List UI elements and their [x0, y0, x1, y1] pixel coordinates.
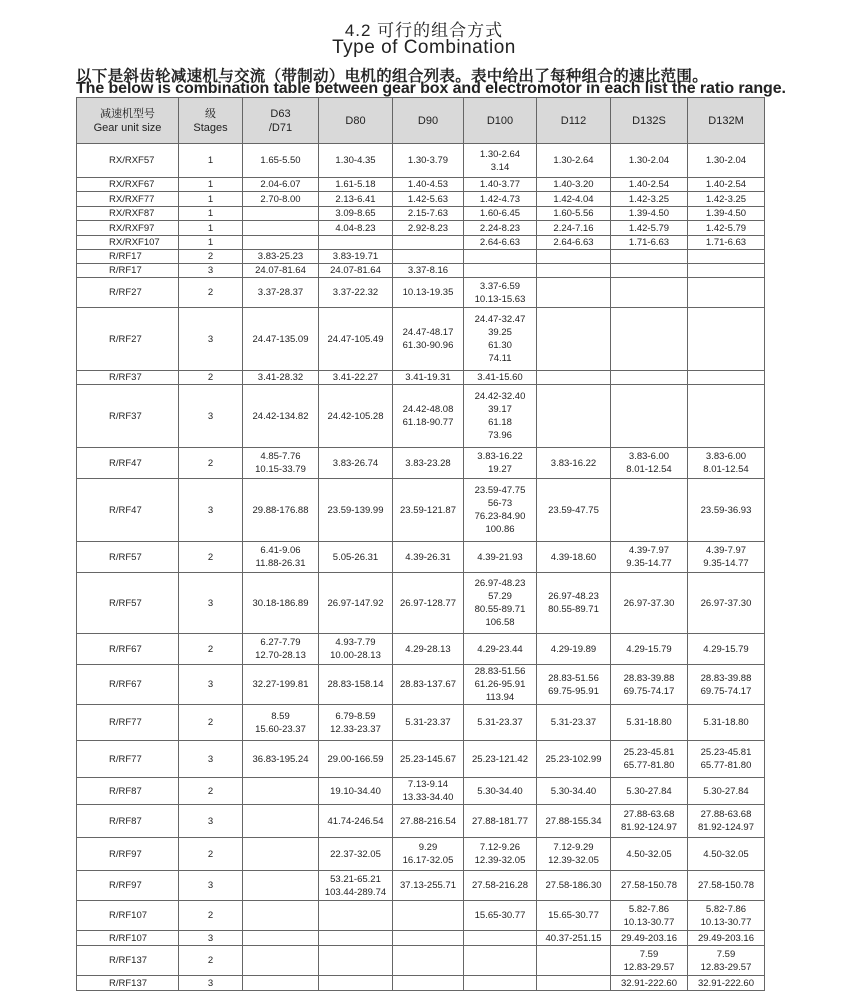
- cell-d63-d71: [243, 931, 319, 946]
- cell-d112: 1.40-3.20: [537, 178, 611, 192]
- cell-stages: 3: [179, 665, 243, 705]
- header-d90: D90: [393, 98, 464, 144]
- cell-d80: 24.07-81.64: [319, 264, 393, 278]
- cell-d112: 5.31-23.37: [537, 705, 611, 741]
- cell-d90: 2.92-8.23: [393, 221, 464, 236]
- table-row: [77, 385, 765, 448]
- cell-d112: [537, 308, 611, 371]
- cell-d90: 4.29-28.13: [393, 634, 464, 665]
- cell-d63-d71: [243, 805, 319, 838]
- cell-d63-d71: 6.27-7.79 12.70-28.13: [243, 634, 319, 665]
- cell-d132m: 4.39-7.97 9.35-14.77: [688, 542, 765, 573]
- cell-d90: [393, 931, 464, 946]
- cell-d90: 1.42-5.63: [393, 192, 464, 207]
- cell-d100: 2.24-8.23: [464, 221, 537, 236]
- cell-gear-unit: R/RF17: [77, 250, 179, 264]
- cell-gear-unit: R/RF137: [77, 946, 179, 976]
- cell-d100: 28.83-51.56 61.26-95.91 113.94: [464, 665, 537, 705]
- cell-gear-unit: R/RF57: [77, 542, 179, 573]
- cell-d90: [393, 236, 464, 250]
- cell-stages: 1: [179, 178, 243, 192]
- page-title-chinese: 4.2 可行的组合方式: [344, 21, 504, 40]
- table-row: [77, 871, 765, 901]
- cell-stages: 2: [179, 705, 243, 741]
- cell-d112: [537, 278, 611, 308]
- cell-d112: 26.97-48.23 80.55-89.71: [537, 573, 611, 634]
- cell-d132m: [688, 308, 765, 371]
- cell-d132m: 7.59 12.83-29.57: [688, 946, 765, 976]
- cell-d100: 15.65-30.77: [464, 901, 537, 931]
- cell-d100: [464, 946, 537, 976]
- cell-d132m: 1.39-4.50: [688, 207, 765, 221]
- cell-d112: 5.30-34.40: [537, 778, 611, 805]
- cell-d132s: [611, 264, 688, 278]
- cell-gear-unit: R/RF37: [77, 371, 179, 385]
- cell-d132m: 27.88-63.68 81.92-124.97: [688, 805, 765, 838]
- table-row: [77, 221, 765, 236]
- cell-d132m: 28.83-39.88 69.75-74.17: [688, 665, 765, 705]
- header-d112: D112: [537, 98, 611, 144]
- cell-d90: 3.37-8.16: [393, 264, 464, 278]
- header-d132m: D132M: [688, 98, 765, 144]
- cell-d80: 3.37-22.32: [319, 278, 393, 308]
- cell-d100: [464, 264, 537, 278]
- table-row: [77, 778, 765, 805]
- cell-d100: 27.88-181.77: [464, 805, 537, 838]
- cell-d90: 9.29 16.17-32.05: [393, 838, 464, 871]
- cell-d90: [393, 976, 464, 991]
- cell-d132s: [611, 385, 688, 448]
- cell-d100: 25.23-121.42: [464, 741, 537, 778]
- cell-stages: 2: [179, 901, 243, 931]
- cell-d132s: 1.30-2.04: [611, 144, 688, 178]
- cell-d63-d71: 29.88-176.88: [243, 479, 319, 542]
- cell-gear-unit: R/RF47: [77, 448, 179, 479]
- cell-d63-d71: 36.83-195.24: [243, 741, 319, 778]
- table-header-row: [77, 98, 765, 144]
- cell-d63-d71: [243, 778, 319, 805]
- cell-d100: 4.39-21.93: [464, 542, 537, 573]
- cell-d132s: 1.42-3.25: [611, 192, 688, 207]
- cell-d112: [537, 264, 611, 278]
- table-row: [77, 741, 765, 778]
- cell-d132m: 1.42-3.25: [688, 192, 765, 207]
- cell-d132s: [611, 479, 688, 542]
- cell-d63-d71: 3.83-25.23: [243, 250, 319, 264]
- table-row: [77, 805, 765, 838]
- cell-d112: 1.60-5.56: [537, 207, 611, 221]
- cell-d80: 26.97-147.92: [319, 573, 393, 634]
- cell-d132s: [611, 308, 688, 371]
- cell-gear-unit: R/RF57: [77, 573, 179, 634]
- table-row: [77, 448, 765, 479]
- cell-stages: 3: [179, 308, 243, 371]
- cell-d63-d71: 30.18-186.89: [243, 573, 319, 634]
- table-row: [77, 264, 765, 278]
- cell-d63-d71: [243, 871, 319, 901]
- cell-d100: 27.58-216.28: [464, 871, 537, 901]
- cell-gear-unit: R/RF77: [77, 741, 179, 778]
- cell-stages: 3: [179, 805, 243, 838]
- cell-d132m: 23.59-36.93: [688, 479, 765, 542]
- cell-d63-d71: [243, 207, 319, 221]
- cell-d112: 4.39-18.60: [537, 542, 611, 573]
- cell-d80: [319, 946, 393, 976]
- cell-d63-d71: 6.41-9.06 11.88-26.31: [243, 542, 319, 573]
- cell-gear-unit: R/RF67: [77, 665, 179, 705]
- cell-d132m: 5.30-27.84: [688, 778, 765, 805]
- table-row: [77, 665, 765, 705]
- cell-gear-unit: RX/RXF77: [77, 192, 179, 207]
- cell-d80: 3.09-8.65: [319, 207, 393, 221]
- intro-text-chinese: 以下是斜齿轮减速机与交流（带制动）电机的组合列表。表中给出了每种组合的速比范围。: [76, 68, 709, 85]
- table-row: [77, 192, 765, 207]
- cell-d132s: 27.58-150.78: [611, 871, 688, 901]
- cell-d132m: [688, 385, 765, 448]
- cell-d80: 1.61-5.18: [319, 178, 393, 192]
- cell-d132s: [611, 371, 688, 385]
- cell-d63-d71: 24.07-81.64: [243, 264, 319, 278]
- table-row: [77, 901, 765, 931]
- cell-d63-d71: 4.85-7.76 10.15-33.79: [243, 448, 319, 479]
- cell-d63-d71: 8.59 15.60-23.37: [243, 705, 319, 741]
- cell-d132s: 1.40-2.54: [611, 178, 688, 192]
- cell-d132m: 4.29-15.79: [688, 634, 765, 665]
- cell-gear-unit: R/RF87: [77, 805, 179, 838]
- cell-d132m: 1.40-2.54: [688, 178, 765, 192]
- cell-d132m: [688, 250, 765, 264]
- cell-d80: 29.00-166.59: [319, 741, 393, 778]
- cell-stages: 3: [179, 931, 243, 946]
- cell-d132m: 5.82-7.86 10.13-30.77: [688, 901, 765, 931]
- cell-d132m: 26.97-37.30: [688, 573, 765, 634]
- cell-stages: 1: [179, 236, 243, 250]
- table-row: [77, 207, 765, 221]
- cell-d90: 1.30-3.79: [393, 144, 464, 178]
- cell-stages: 3: [179, 264, 243, 278]
- cell-d132m: [688, 371, 765, 385]
- cell-stages: 3: [179, 976, 243, 991]
- cell-d80: 5.05-26.31: [319, 542, 393, 573]
- cell-gear-unit: R/RF107: [77, 931, 179, 946]
- cell-d132s: [611, 250, 688, 264]
- cell-d112: 15.65-30.77: [537, 901, 611, 931]
- cell-stages: 2: [179, 542, 243, 573]
- page-title-english: Type of Combination: [332, 37, 516, 58]
- cell-d132m: 27.58-150.78: [688, 871, 765, 901]
- cell-d100: 24.47-32.47 39.25 61.30 74.11: [464, 308, 537, 371]
- cell-d112: [537, 371, 611, 385]
- table-row: [77, 308, 765, 371]
- cell-gear-unit: R/RF37: [77, 385, 179, 448]
- cell-gear-unit: R/RF97: [77, 871, 179, 901]
- cell-stages: 3: [179, 871, 243, 901]
- cell-gear-unit: R/RF67: [77, 634, 179, 665]
- cell-d80: 6.79-8.59 12.33-23.37: [319, 705, 393, 741]
- cell-d132s: 25.23-45.81 65.77-81.80: [611, 741, 688, 778]
- cell-d90: 23.59-121.87: [393, 479, 464, 542]
- cell-d90: 4.39-26.31: [393, 542, 464, 573]
- cell-d80: 2.13-6.41: [319, 192, 393, 207]
- table-row: [77, 931, 765, 946]
- table-row: [77, 479, 765, 542]
- cell-d90: [393, 901, 464, 931]
- cell-d100: 23.59-47.75 56-73 76.23-84.90 100.86: [464, 479, 537, 542]
- table-body: [77, 144, 765, 991]
- cell-d90: 5.31-23.37: [393, 705, 464, 741]
- cell-d132s: 28.83-39.88 69.75-74.17: [611, 665, 688, 705]
- cell-d132m: 32.91-222.60: [688, 976, 765, 991]
- cell-gear-unit: R/RF27: [77, 308, 179, 371]
- cell-d80: [319, 931, 393, 946]
- cell-d132m: 4.50-32.05: [688, 838, 765, 871]
- cell-d132s: 4.29-15.79: [611, 634, 688, 665]
- cell-d63-d71: [243, 236, 319, 250]
- cell-d63-d71: [243, 221, 319, 236]
- cell-d132s: 1.71-6.63: [611, 236, 688, 250]
- cell-d80: 24.47-105.49: [319, 308, 393, 371]
- cell-stages: 2: [179, 946, 243, 976]
- cell-d90: [393, 250, 464, 264]
- cell-d63-d71: 24.47-135.09: [243, 308, 319, 371]
- cell-d100: [464, 976, 537, 991]
- cell-d100: 1.60-6.45: [464, 207, 537, 221]
- table-row: [77, 236, 765, 250]
- table-row: [77, 542, 765, 573]
- cell-gear-unit: R/RF77: [77, 705, 179, 741]
- header-d63-d71: D63 /D71: [243, 98, 319, 144]
- cell-d132m: 3.83-6.00 8.01-12.54: [688, 448, 765, 479]
- table-row: [77, 838, 765, 871]
- cell-gear-unit: RX/RXF97: [77, 221, 179, 236]
- cell-d112: 1.30-2.64: [537, 144, 611, 178]
- cell-d90: [393, 946, 464, 976]
- table-row: [77, 371, 765, 385]
- cell-d100: 7.12-9.26 12.39-32.05: [464, 838, 537, 871]
- cell-d80: 3.83-19.71: [319, 250, 393, 264]
- cell-d80: 3.41-22.27: [319, 371, 393, 385]
- cell-d100: 4.29-23.44: [464, 634, 537, 665]
- cell-stages: 3: [179, 573, 243, 634]
- cell-stages: 1: [179, 192, 243, 207]
- table-row: [77, 634, 765, 665]
- cell-d63-d71: 1.65-5.50: [243, 144, 319, 178]
- table-row: [77, 278, 765, 308]
- cell-d132s: 1.39-4.50: [611, 207, 688, 221]
- cell-d80: 22.37-32.05: [319, 838, 393, 871]
- cell-d90: 25.23-145.67: [393, 741, 464, 778]
- table-row: [77, 178, 765, 192]
- header-d100: D100: [464, 98, 537, 144]
- cell-d112: [537, 385, 611, 448]
- cell-d100: [464, 250, 537, 264]
- cell-d132s: 5.30-27.84: [611, 778, 688, 805]
- cell-gear-unit: R/RF137: [77, 976, 179, 991]
- cell-gear-unit: RX/RXF87: [77, 207, 179, 221]
- cell-d80: 24.42-105.28: [319, 385, 393, 448]
- cell-d100: 1.30-2.64 3.14: [464, 144, 537, 178]
- table-row: [77, 976, 765, 991]
- cell-d112: 7.12-9.29 12.39-32.05: [537, 838, 611, 871]
- cell-d80: 28.83-158.14: [319, 665, 393, 705]
- cell-d80: [319, 236, 393, 250]
- cell-d80: 1.30-4.35: [319, 144, 393, 178]
- cell-d90: 3.41-19.31: [393, 371, 464, 385]
- cell-d100: 1.40-3.77: [464, 178, 537, 192]
- cell-d112: 25.23-102.99: [537, 741, 611, 778]
- cell-d63-d71: 32.27-199.81: [243, 665, 319, 705]
- header-d80: D80: [319, 98, 393, 144]
- cell-d100: 26.97-48.23 57.29 80.55-89.71 106.58: [464, 573, 537, 634]
- cell-d112: [537, 946, 611, 976]
- cell-d100: 2.64-6.63: [464, 236, 537, 250]
- cell-d112: 3.83-16.22: [537, 448, 611, 479]
- cell-d112: 27.88-155.34: [537, 805, 611, 838]
- cell-d132s: 5.31-18.80: [611, 705, 688, 741]
- cell-gear-unit: RX/RXF107: [77, 236, 179, 250]
- cell-stages: 1: [179, 144, 243, 178]
- cell-gear-unit: R/RF87: [77, 778, 179, 805]
- cell-d90: 3.83-23.28: [393, 448, 464, 479]
- cell-d112: 2.64-6.63: [537, 236, 611, 250]
- cell-gear-unit: RX/RXF67: [77, 178, 179, 192]
- cell-d90: 37.13-255.71: [393, 871, 464, 901]
- cell-d112: 23.59-47.75: [537, 479, 611, 542]
- cell-d90: 10.13-19.35: [393, 278, 464, 308]
- cell-stages: 2: [179, 278, 243, 308]
- cell-d112: [537, 250, 611, 264]
- table-row: [77, 250, 765, 264]
- cell-d90: 28.83-137.67: [393, 665, 464, 705]
- cell-d80: [319, 901, 393, 931]
- cell-d100: 3.41-15.60: [464, 371, 537, 385]
- cell-stages: 3: [179, 479, 243, 542]
- cell-d90: 26.97-128.77: [393, 573, 464, 634]
- cell-stages: 2: [179, 371, 243, 385]
- cell-d132m: 1.30-2.04: [688, 144, 765, 178]
- cell-d80: 4.04-8.23: [319, 221, 393, 236]
- cell-d112: 4.29-19.89: [537, 634, 611, 665]
- cell-d112: [537, 976, 611, 991]
- cell-d100: 5.30-34.40: [464, 778, 537, 805]
- cell-d90: 1.40-4.53: [393, 178, 464, 192]
- cell-stages: 2: [179, 634, 243, 665]
- cell-d90: 24.47-48.17 61.30-90.96: [393, 308, 464, 371]
- cell-d80: 41.74-246.54: [319, 805, 393, 838]
- cell-d63-d71: 2.04-6.07: [243, 178, 319, 192]
- cell-d132s: 27.88-63.68 81.92-124.97: [611, 805, 688, 838]
- cell-d63-d71: [243, 976, 319, 991]
- cell-d63-d71: 3.41-28.32: [243, 371, 319, 385]
- cell-d112: 1.42-4.04: [537, 192, 611, 207]
- cell-gear-unit: R/RF27: [77, 278, 179, 308]
- header-d132s: D132S: [611, 98, 688, 144]
- cell-d112: 27.58-186.30: [537, 871, 611, 901]
- cell-d132m: 5.31-18.80: [688, 705, 765, 741]
- cell-d112: 40.37-251.15: [537, 931, 611, 946]
- table-row: [77, 573, 765, 634]
- cell-d63-d71: [243, 946, 319, 976]
- cell-stages: 2: [179, 838, 243, 871]
- cell-stages: 2: [179, 250, 243, 264]
- cell-stages: 1: [179, 207, 243, 221]
- cell-d132s: 32.91-222.60: [611, 976, 688, 991]
- cell-d63-d71: [243, 838, 319, 871]
- cell-d132s: 26.97-37.30: [611, 573, 688, 634]
- cell-d132s: 1.42-5.79: [611, 221, 688, 236]
- cell-d80: 53.21-65.21 103.44-289.74: [319, 871, 393, 901]
- cell-d132m: 1.71-6.63: [688, 236, 765, 250]
- cell-d132s: 3.83-6.00 8.01-12.54: [611, 448, 688, 479]
- cell-d132m: [688, 264, 765, 278]
- cell-d80: 4.93-7.79 10.00-28.13: [319, 634, 393, 665]
- cell-gear-unit: R/RF47: [77, 479, 179, 542]
- table-row: [77, 946, 765, 976]
- cell-d63-d71: 2.70-8.00: [243, 192, 319, 207]
- header-stages: 级 Stages: [179, 98, 243, 144]
- cell-d63-d71: 3.37-28.37: [243, 278, 319, 308]
- cell-d100: 1.42-4.73: [464, 192, 537, 207]
- cell-d100: 3.37-6.59 10.13-15.63: [464, 278, 537, 308]
- cell-gear-unit: R/RF17: [77, 264, 179, 278]
- cell-gear-unit: RX/RXF57: [77, 144, 179, 178]
- cell-d132s: 4.50-32.05: [611, 838, 688, 871]
- cell-stages: 2: [179, 448, 243, 479]
- cell-d132m: 1.42-5.79: [688, 221, 765, 236]
- cell-d80: [319, 976, 393, 991]
- cell-stages: 3: [179, 741, 243, 778]
- cell-d90: 24.42-48.08 61.18-90.77: [393, 385, 464, 448]
- cell-d132s: 4.39-7.97 9.35-14.77: [611, 542, 688, 573]
- header-gear-unit-size: 减速机型号 Gear unit size: [77, 98, 179, 144]
- cell-d90: 7.13-9.14 13.33-34.40: [393, 778, 464, 805]
- cell-gear-unit: R/RF97: [77, 838, 179, 871]
- cell-d112: 28.83-51.56 69.75-95.91: [537, 665, 611, 705]
- cell-d90: 27.88-216.54: [393, 805, 464, 838]
- table-row: [77, 705, 765, 741]
- cell-d100: 24.42-32.40 39.17 61.18 73.96: [464, 385, 537, 448]
- cell-d132m: 29.49-203.16: [688, 931, 765, 946]
- cell-stages: 2: [179, 778, 243, 805]
- cell-stages: 1: [179, 221, 243, 236]
- table-row: [77, 144, 765, 178]
- intro-text-english: The below is combination table between gear box and electromotor in each list the ratio range.: [76, 80, 786, 97]
- cell-d132m: [688, 278, 765, 308]
- cell-d80: 3.83-26.74: [319, 448, 393, 479]
- cell-d63-d71: [243, 901, 319, 931]
- cell-d132s: 29.49-203.16: [611, 931, 688, 946]
- cell-gear-unit: R/RF107: [77, 901, 179, 931]
- cell-d100: 3.83-16.22 19.27: [464, 448, 537, 479]
- cell-d100: [464, 931, 537, 946]
- cell-d80: 19.10-34.40: [319, 778, 393, 805]
- cell-d132s: [611, 278, 688, 308]
- cell-d63-d71: 24.42-134.82: [243, 385, 319, 448]
- cell-d132m: 25.23-45.81 65.77-81.80: [688, 741, 765, 778]
- cell-d90: 2.15-7.63: [393, 207, 464, 221]
- cell-d112: 2.24-7.16: [537, 221, 611, 236]
- combination-table: [76, 97, 765, 991]
- cell-d132s: 5.82-7.86 10.13-30.77: [611, 901, 688, 931]
- cell-d80: 23.59-139.99: [319, 479, 393, 542]
- cell-d132s: 7.59 12.83-29.57: [611, 946, 688, 976]
- cell-stages: 3: [179, 385, 243, 448]
- cell-d100: 5.31-23.37: [464, 705, 537, 741]
